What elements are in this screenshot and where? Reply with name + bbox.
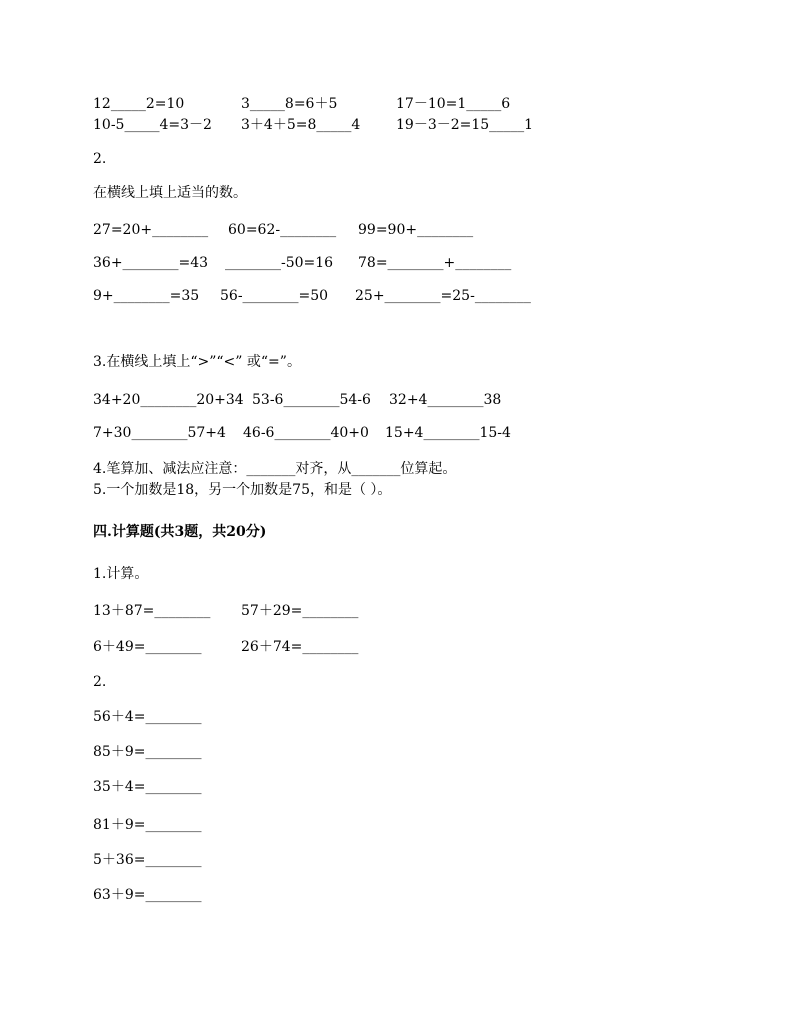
question-label: 1.计算。 xyxy=(93,566,149,582)
question-instruction: 在横线上填上适当的数。 xyxy=(93,185,247,201)
compare-item: 15+4________15-4 xyxy=(385,425,511,441)
question-label: 2. xyxy=(93,674,107,690)
fill-item: 9+________=35 xyxy=(93,288,200,304)
calc-item: 35＋4=________ xyxy=(93,779,202,795)
fill-item: 60=62-________ xyxy=(228,222,337,238)
fill-item: 10-5_____4=3－2 xyxy=(93,117,212,133)
fill-item: 56-________=50 xyxy=(220,288,329,304)
calc-item: 81＋9=________ xyxy=(93,817,202,833)
calc-item: 6＋49=________ xyxy=(93,639,202,655)
fill-item: 99=90+________ xyxy=(358,222,474,238)
fill-item: 78=________+________ xyxy=(358,255,512,271)
fill-item: 25+________=25-________ xyxy=(355,288,531,304)
question-number: 2. xyxy=(93,151,107,167)
section-title: 四.计算题(共3题，共20分) xyxy=(93,524,267,540)
compare-item: 53-6________54-6 xyxy=(252,392,371,408)
calc-item: 85＋9=________ xyxy=(93,744,202,760)
compare-item: 32+4________38 xyxy=(389,392,502,408)
calc-item: 63＋9=________ xyxy=(93,887,202,903)
fill-item: 36+________=43 xyxy=(93,255,209,271)
fill-item: 3_____8=6＋5 xyxy=(241,96,338,112)
calc-item: 13＋87=________ xyxy=(93,603,211,619)
compare-item: 7+30________57+4 xyxy=(93,425,226,441)
question-5: 5.一个加数是18，另一个加数是75，和是（ ）。 xyxy=(93,482,392,498)
compare-item: 46-6________40+0 xyxy=(243,425,369,441)
fill-item: 12_____2=10 xyxy=(93,96,185,112)
calc-item: 5＋36=________ xyxy=(93,852,202,868)
fill-item: 3＋4＋5=8_____4 xyxy=(241,117,361,133)
fill-item: ________-50=16 xyxy=(225,255,334,271)
fill-item: 27=20+________ xyxy=(93,222,209,238)
question-instruction: 3.在横线上填上“>”“<” 或“=”。 xyxy=(93,354,301,370)
compare-item: 34+20________20+34 xyxy=(93,392,244,408)
calc-item: 26＋74=________ xyxy=(241,639,359,655)
calc-item: 56＋4=________ xyxy=(93,709,202,725)
fill-item: 17－10=1_____6 xyxy=(396,96,511,112)
calc-item: 57＋29=________ xyxy=(241,603,359,619)
question-4: 4.笔算加、减法应注意：_______对齐，从_______位算起。 xyxy=(93,461,457,477)
fill-item: 19－3－2=15_____1 xyxy=(396,117,534,133)
